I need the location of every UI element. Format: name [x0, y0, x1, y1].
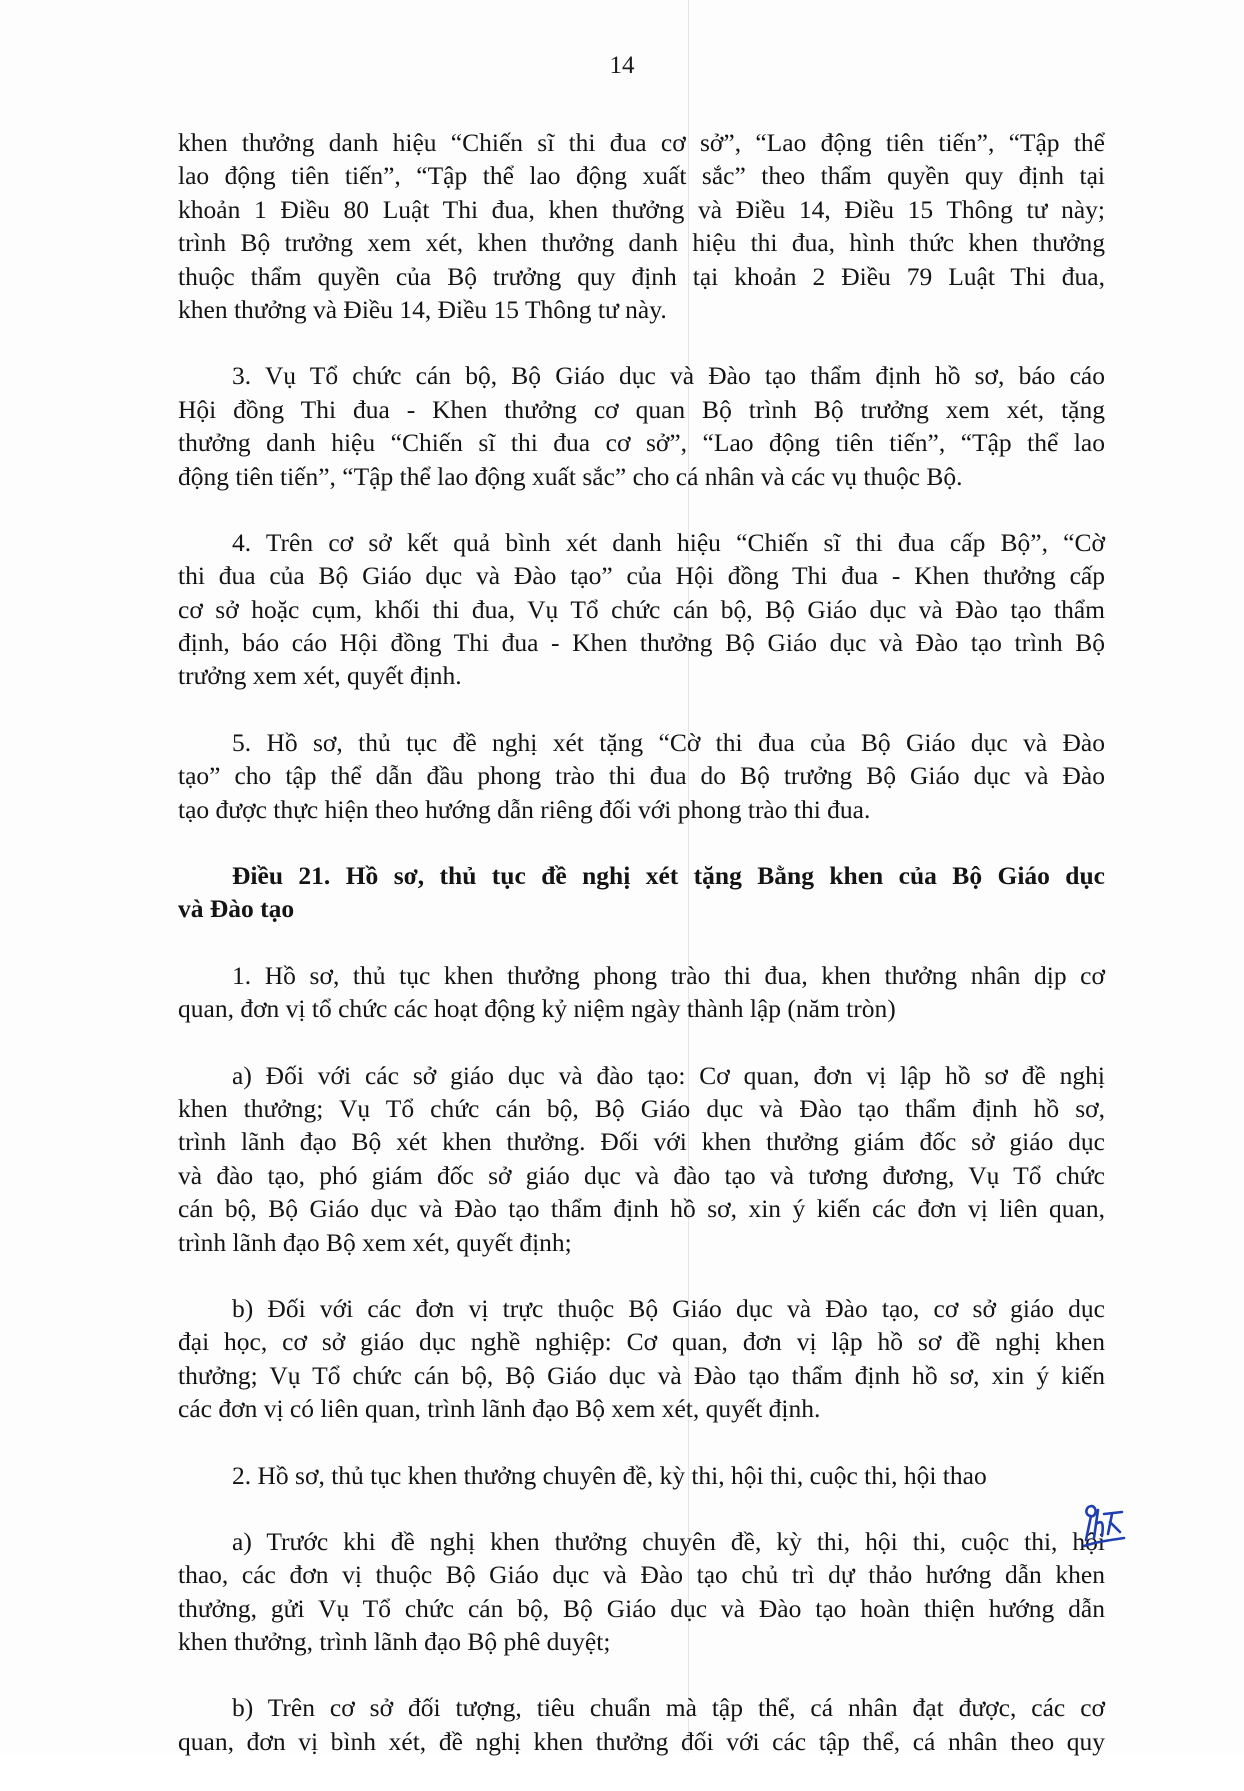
text-line: thưởng danh hiệu “Chiến sĩ thi đua cơ sở”, “Lao động tiên tiến”, “Tập thể lao — [178, 428, 1105, 458]
text-line: thao, các đơn vị thuộc Bộ Giáo dục và Đào tạo chủ trì dự thảo hướng dẫn khen — [178, 1560, 1105, 1590]
text-line: a) Trước khi đề nghị khen thưởng chuyên đề, kỳ thi, hội thi, cuộc thi, hội — [232, 1526, 1105, 1556]
text-line: khen thưởng danh hiệu “Chiến sĩ thi đua cơ sở”, “Lao động tiên tiến”, “Tập thể — [178, 128, 1105, 157]
text-line: các đơn vị có liên quan, trình lãnh đạo Bộ xem xét, quyết định. — [178, 1394, 821, 1424]
text-line: tạo được thực hiện theo hướng dẫn riêng đối với phong trào thi đua. — [178, 794, 871, 824]
text-line: a) Đối với các sở giáo dục và đào tạo: Cơ quan, đơn vị lập hồ sơ đề nghị — [232, 1060, 1105, 1090]
text-line: khen thưởng và Điều 14, Điều 15 Thông tư này. — [178, 294, 667, 324]
text-line: thuộc thẩm quyền của Bộ trưởng quy định tại khoản 2 Điều 79 Luật Thi đua, — [178, 261, 1105, 291]
text-line: cán bộ, Bộ Giáo dục và Đào tạo thẩm định hồ sơ, xin ý kiến các đơn vị liên quan, — [178, 1194, 1105, 1224]
paragraph — [178, 359, 1105, 493]
text-line: 1. Hồ sơ, thủ tục khen thưởng phong trào thi đua, khen thưởng nhân dịp cơ — [232, 960, 1105, 990]
text-line: khen thưởng; Vụ Tổ chức cán bộ, Bộ Giáo dục và Đào tạo thẩm định hồ sơ, — [178, 1093, 1105, 1123]
text-line: 4. Trên cơ sở kết quả bình xét danh hiệu “Chiến sĩ thi đua cấp Bộ”, “Cờ — [232, 527, 1105, 557]
paragraph — [178, 1691, 1105, 1758]
paragraph — [178, 726, 1105, 826]
text-line: quan, đơn vị bình xét, đề nghị khen thưởng đối với các tập thể, cá nhân theo quy — [178, 1726, 1105, 1756]
text-line: b) Trên cơ sở đối tượng, tiêu chuẩn mà tập thể, cá nhân đạt được, các cơ — [232, 1693, 1105, 1723]
text-line: cơ sở hoặc cụm, khối thi đua, Vụ Tổ chức cán bộ, Bộ Giáo dục và Đào tạo thẩm — [178, 594, 1105, 624]
paragraph — [178, 526, 1105, 693]
paragraph — [178, 1059, 1105, 1259]
text-line: thưởng; Vụ Tổ chức cán bộ, Bộ Giáo dục và Đào tạo thẩm định hồ sơ, xin ý kiến — [178, 1360, 1105, 1390]
paragraph — [178, 1525, 1105, 1659]
text-line: trình Bộ trưởng xem xét, khen thưởng danh hiệu thi đua, hình thức khen thưởng — [178, 228, 1105, 258]
text-line: 5. Hồ sơ, thủ tục đề nghị xét tặng “Cờ thi đua của Bộ Giáo dục và Đào — [232, 727, 1105, 757]
text-line: 3. Vụ Tổ chức cán bộ, Bộ Giáo dục và Đào tạo thẩm định hồ sơ, báo cáo — [232, 361, 1105, 391]
text-line: trình lãnh đạo Bộ xem xét, quyết định; — [178, 1227, 572, 1257]
text-line: thưởng, gửi Vụ Tổ chức cán bộ, Bộ Giáo dục và Đào tạo hoàn thiện hướng dẫn — [178, 1593, 1105, 1623]
paragraph — [178, 959, 1105, 1026]
signature-initials-icon — [1078, 1500, 1128, 1556]
text-line: Hội đồng Thi đua - Khen thưởng cơ quan Bộ trình Bộ trưởng xem xét, tặng — [178, 394, 1105, 424]
text-line: lao động tiên tiến”, “Tập thể lao động xuất sắc” theo thẩm quyền quy định tại — [178, 161, 1105, 191]
text-line: định, báo cáo Hội đồng Thi đua - Khen thưởng Bộ Giáo dục và Đào tạo trình Bộ — [178, 628, 1105, 658]
text-line: Điều 21. Hồ sơ, thủ tục đề nghị xét tặng Bằng khen của Bộ Giáo dục — [232, 861, 1105, 891]
text-line: đại học, cơ sở giáo dục nghề nghiệp: Cơ quan, đơn vị lập hồ sơ đề nghị khen — [178, 1327, 1105, 1357]
text-line: b) Đối với các đơn vị trực thuộc Bộ Giáo dục và Đào tạo, cơ sở giáo dục — [232, 1293, 1105, 1323]
document-body — [178, 126, 1105, 1791]
text-line: và Đào tạo — [178, 894, 295, 924]
article-heading — [178, 859, 1105, 926]
text-line: trình lãnh đạo Bộ xét khen thưởng. Đối với khen thưởng giám đốc sở giáo dục — [178, 1127, 1105, 1157]
text-line: tạo” cho tập thể dẫn đầu phong trào thi đua do Bộ trưởng Bộ Giáo dục và Đào — [178, 761, 1105, 791]
text-line: trưởng xem xét, quyết định. — [178, 661, 462, 691]
page-number: 14 — [609, 52, 635, 79]
paragraph — [178, 126, 1105, 326]
text-line: khoản 1 Điều 80 Luật Thi đua, khen thưởng và Điều 14, Điều 15 Thông tư này; — [178, 194, 1105, 224]
text-line: và đào tạo, phó giám đốc sở giáo dục và đào tạo và tương đương, Vụ Tổ chức — [178, 1160, 1105, 1190]
text-line: 2. Hồ sơ, thủ tục khen thưởng chuyên đề, kỳ thi, hội thi, cuộc thi, hội thao — [232, 1460, 987, 1490]
paragraph — [178, 1459, 1105, 1492]
text-line: khen thưởng, trình lãnh đạo Bộ phê duyệt; — [178, 1627, 611, 1657]
text-line: thi đua của Bộ Giáo dục và Đào tạo” của Hội đồng Thi đua - Khen thưởng cấp — [178, 561, 1105, 591]
paragraph — [178, 1292, 1105, 1426]
text-line: động tiên tiến”, “Tập thể lao động xuất sắc” cho cá nhân và các vụ thuộc Bộ. — [178, 461, 963, 491]
text-line: quan, đơn vị tổ chức các hoạt động kỷ niệm ngày thành lập (năm tròn) — [178, 994, 896, 1024]
